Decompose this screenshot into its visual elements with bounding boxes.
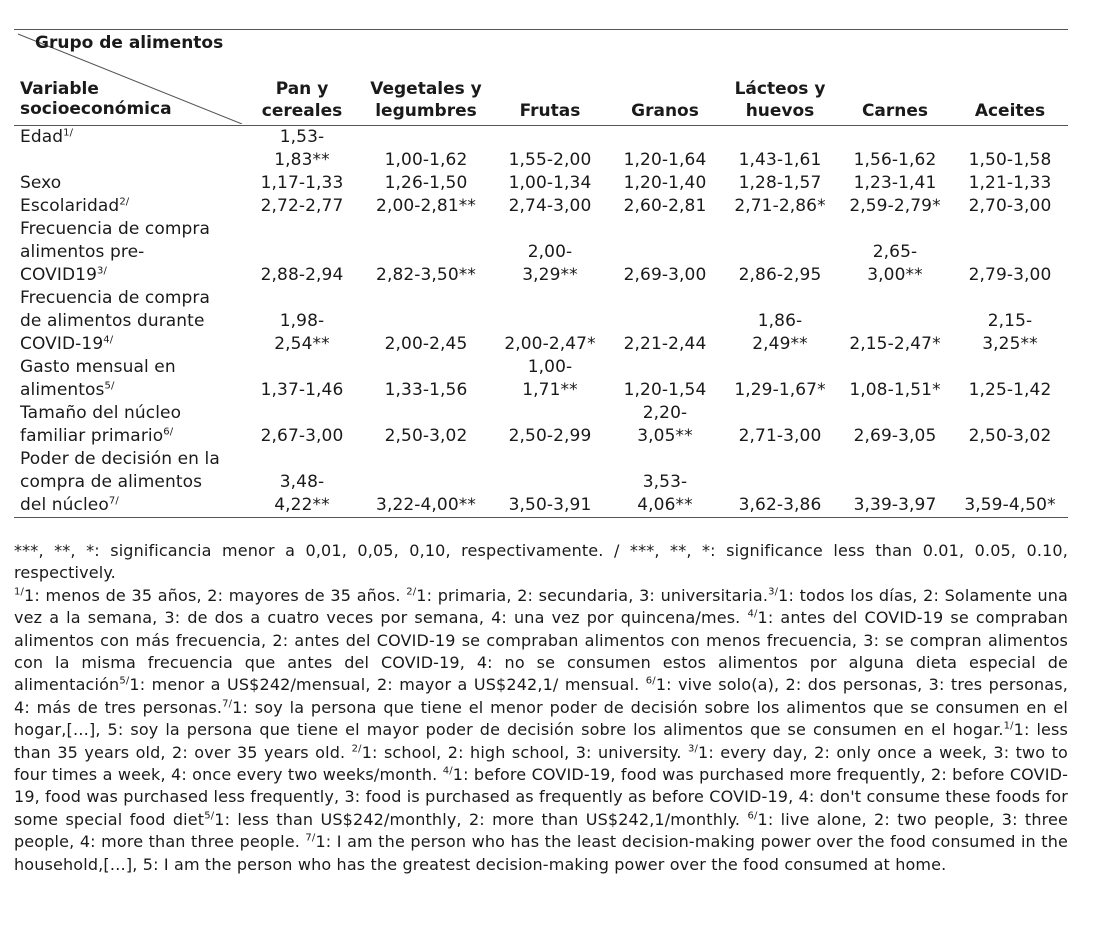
column-header [360,78,492,122]
column-header-line: Vegetales y [370,79,482,99]
table-cell [360,402,492,448]
footnote-text: 1: every day, 2: only once a week, 3: two to four times a week, 4: once every two weeks/month. [14,742,1068,785]
row-label [14,195,244,218]
table-cell [360,218,492,287]
cell-line: 1,17-1,33 [260,173,344,193]
cell-line: 1,08-1,51* [849,380,941,400]
footnote-marker: 2/ [351,743,362,755]
table-cell [838,195,952,218]
column-header [838,78,952,122]
cell-line: 2,00-2,45 [384,334,468,354]
footnote-text: 1: todos los días, 2: Solamente una vez a la semana, 3: de dos a cuatro veces por semana, 4: una vez por quincena/mes. [14,585,1068,628]
footnote-marker: 2/ [119,196,130,208]
footnote-marker: 3/ [687,743,699,755]
table-cell [722,402,838,448]
row-label-line: Edad$^{1/}$ [20,127,74,147]
cell-line: 2,71-2,86* [734,196,826,216]
column-header-line: Aceites [974,101,1046,121]
table-row [14,126,1068,172]
table-row [14,287,1068,356]
table-cell [608,172,722,195]
table-cell [244,402,360,448]
footnote-body [14,585,1068,876]
cell-line: 2,70-3,00 [968,196,1052,216]
table-cell [360,356,492,402]
cell-line: 1,55-2,00 [508,150,592,170]
table-cell [838,448,952,517]
cell-line: 1,26-1,50 [384,173,468,193]
table-cell [492,287,608,356]
cell-line: 1,28-1,57 [738,173,822,193]
footnote-text: 1: menos de 35 años, 2: mayores de 35 años. [24,585,407,605]
row-label [14,287,244,356]
cell-line: 2,50-2,99 [508,426,592,446]
footnote-text: 1: primaria, 2: secundaria, 3: universitaria. [416,585,769,605]
table-cell [952,126,1068,172]
table-cell [244,172,360,195]
table-cell [952,402,1068,448]
cell-line: 2,60-2,81 [623,196,707,216]
table-header [14,30,1068,124]
row-label-line: COVID-$19^{4/}$ [20,334,114,354]
table-row [14,402,1068,448]
bottom-rule [14,517,1068,518]
footnote-marker: 4/ [103,334,114,346]
table-cell [360,195,492,218]
table-cell [952,356,1068,402]
row-label-line: Sexo [20,173,62,193]
cell-line: 3,29** [522,265,578,285]
table-row [14,195,1068,218]
row-label [14,172,244,195]
column-header-line [492,78,608,100]
variable-header-line: Variable [20,79,99,99]
row-label-line: Frecuencia de compra [20,219,211,239]
table-cell [608,402,722,448]
table-cell [838,287,952,356]
cell-line: 1,00- [527,357,573,377]
cell-line: 1,20-1,54 [623,380,707,400]
cell-line: 1,86- [757,311,803,331]
significance-note: ***, **, *: significancia menor a 0,01, 0,05, 0,10, respectivamente. / ***, **, *: significance less than 0.01, 0.05, 0.10, respectively. [14,541,1068,583]
footnote-text: 1: less than 35 years old, 2: over 35 years old. [14,720,1069,762]
table-cell [952,448,1068,517]
table-cell [838,356,952,402]
grupo-header: Grupo de alimentos [35,33,224,53]
row-label-line: alimentos pre- [20,242,145,262]
footnote-text: 1: live alone, 2: two people, 3: three people, 4: more than three people. [14,809,1069,852]
table-row [14,218,1068,287]
row-label [14,126,244,172]
cell-line: 3,22-4,00** [376,495,476,515]
cell-line: 3,00** [867,265,923,285]
row-label [14,402,244,448]
footnote-text: 1: I am the person who has the least decision-making power over the food consumed in the household,[…], 5: I am the person who has the greatest decision-making power over the food consumed at home. [14,832,1069,874]
cell-line: 2,69-3,05 [853,426,937,446]
table-cell [492,356,608,402]
column-header-line: Lácteos y [734,79,826,99]
data-table [14,126,1068,517]
table-cell [244,287,360,356]
row-label-line: $COVID19^{3/}$ [20,265,107,285]
cell-line: 1,71** [522,380,578,400]
row-label-line: Poder de decisión en la [20,449,220,469]
column-header [722,78,838,122]
cell-line: 1,25-1,42 [968,380,1052,400]
table-cell [244,448,360,517]
table-cell [722,218,838,287]
footnotes [14,540,1068,876]
cell-line: 2,54** [274,334,330,354]
table-cell [608,195,722,218]
cell-line: 1,23-1,41 [853,173,937,193]
footnote-marker: 7/ [305,832,316,844]
column-header-line: huevos [745,101,815,121]
cell-line: 3,25** [982,334,1038,354]
table-cell [952,287,1068,356]
table-cell [952,218,1068,287]
cell-line: 1,00-1,34 [508,173,592,193]
cell-line: 2,67-3,00 [260,426,344,446]
table-cell [608,356,722,402]
cell-line: 2,72-2,77 [260,196,344,216]
cell-line: 3,53- [642,472,688,492]
footnote-marker: 4/ [747,608,758,620]
footnote-marker: 5/ [119,676,130,688]
column-header-line [608,78,722,100]
footnote-marker: 1/ [14,586,25,598]
row-label-line: Frecuencia de compra [20,288,211,308]
table-cell [492,218,608,287]
cell-line: 2,71-3,00 [738,426,822,446]
footnote-marker: 5/ [104,380,115,392]
table-cell [492,126,608,172]
cell-line: 2,00-2,81** [376,196,476,216]
cell-line: 2,82-3,50** [376,265,476,285]
table-cell [722,287,838,356]
cell-line: 4,06** [637,495,693,515]
cell-line: 1,56-1,62 [853,150,937,170]
footnote-marker: 3/ [768,586,779,598]
table-cell [952,195,1068,218]
cell-line: 3,39-3,97 [853,495,937,515]
table-cell [608,448,722,517]
footnote-text: 1: antes del COVID-19 se compraban alimentos con más frecuencia, 2: antes del COVID-19 se compraban alimentos con menos frecuencia, 3: se compran alimentos con la misma frecuencia que antes del COVID-19, 4: no se consumen estos alimentos por alguna dieta especial de alimentación [14,608,1068,695]
table-cell [244,126,360,172]
table-cell [952,172,1068,195]
cell-line: 3,59-4,50* [964,495,1056,515]
footnote-marker: 7/ [108,495,119,507]
table-cell [360,172,492,195]
table-cell [492,172,608,195]
cell-line: 2,15- [987,311,1033,331]
table-cell [838,126,952,172]
table-cell [722,356,838,402]
table-cell [608,126,722,172]
cell-line: 2,15-2,47* [849,334,941,354]
row-label [14,448,244,517]
footnote-marker: 6/ [645,676,656,688]
row-label-line: alimentos$^{5/}$ [20,380,115,400]
column-header-line: Pan y [275,79,329,99]
footnote-marker: 1/ [1003,720,1014,732]
table-cell [608,218,722,287]
table-cell [244,356,360,402]
table-cell [492,195,608,218]
row-label-line: del núcleo$^{7/}$ [20,495,119,515]
cell-line: 1,50-1,58 [968,150,1052,170]
footnote-marker: 5/ [204,810,215,822]
footnote-marker: 6/ [747,810,758,822]
table-cell [608,287,722,356]
cell-line: 1,20-1,40 [623,173,707,193]
cell-line: 2,50-3,02 [384,426,468,446]
footnote-marker: 3/ [97,265,107,277]
table-cell [838,172,952,195]
footnote-marker: 1/ [63,127,74,139]
cell-line: 2,00- [527,242,573,262]
cell-line: 1,83** [274,150,330,170]
footnote-marker: 6/ [163,426,174,438]
footnote-text: 1: vive solo(a), 2: dos personas, 3: tres personas, 4: más de tres personas. [14,675,1068,717]
column-header [952,78,1068,122]
row-label-line: Tamaño del núcleo [20,403,182,423]
column-header-line: cereales [261,101,343,121]
cell-line: 1,20-1,64 [623,150,707,170]
row-label-line: compra de alimentos [20,472,203,492]
footnote-marker: 7/ [222,698,233,710]
table-row [14,172,1068,195]
footnote-text: 1: soy la persona que tiene el menor poder de decisión sobre los alimentos que se consumen en el hogar,[…], 5: soy la persona que tiene el mayor poder de decisión sobre los alimentos que se consumen en el hogar. [14,697,1068,740]
row-label [14,356,244,402]
cell-line: 1,53- [279,127,325,147]
column-header [608,78,722,122]
row-label [14,218,244,287]
cell-line: 1,33-1,56 [384,380,468,400]
table-cell [360,448,492,517]
cell-line: 2,79-3,00 [968,265,1052,285]
column-header-line [838,78,952,100]
cell-line: 3,05** [637,426,693,446]
footnote-marker: 4/ [442,765,453,777]
footnote-text: 1: menor a US$242/mensual, 2: mayor a US$242,1/ mensual. [129,675,646,695]
footnote-marker: 2/ [406,586,417,598]
footnote-text: 1: school, 2: high school, 3: university. [361,742,688,762]
cell-line: 1,43-1,61 [738,150,822,170]
column-header [492,78,608,122]
table-cell [722,172,838,195]
cell-line: 4,22** [274,495,330,515]
footnote-text: 1: less than US$242/monthly, 2: more than US$242,1/monthly. [214,809,748,829]
footnote-text: 1: before COVID-19, food was purchased more frequently, 2: before COVID-19, food was purchased less frequently, 3: food is purchased as frequently as before COVID-19, 4: don't consume these foods for some special food diet [14,765,1068,829]
column-header-line: Granos [631,101,699,121]
table-cell [838,218,952,287]
row-label-line: Escolaridad$^{2/}$ [20,196,130,216]
column-header [244,78,360,122]
cell-line: 3,50-3,91 [508,495,592,515]
cell-line: 2,69-3,00 [623,265,707,285]
table-block [14,29,1068,518]
cell-line: 2,21-2,44 [623,334,707,354]
cell-line: 1,21-1,33 [968,173,1052,193]
cell-line: 3,62-3,86 [738,495,822,515]
row-label-line: familiar primario$^{6/}$ [20,426,174,446]
cell-line: 2,59-2,79* [849,196,941,216]
cell-line: 2,88-2,94 [260,265,344,285]
cell-line: 2,74-3,00 [508,196,592,216]
cell-line: 2,86-2,95 [738,265,822,285]
variable-header-line: socioeconómica [20,99,172,119]
table-cell [722,448,838,517]
cell-line: 2,49** [752,334,808,354]
cell-line: 2,00-2,47* [504,334,596,354]
cell-line: 2,50-3,02 [968,426,1052,446]
cell-line: 1,29-1,67* [734,380,826,400]
table-cell [722,126,838,172]
table-cell [838,402,952,448]
table-cell [244,195,360,218]
cell-line: 1,98- [279,311,325,331]
row-label-line: de alimentos durante [20,311,205,331]
cell-line: 2,65- [872,242,918,262]
table-cell [360,126,492,172]
cell-line: 1,37-1,46 [260,380,344,400]
table-cell [492,402,608,448]
column-header-line: Carnes [861,101,929,121]
table-cell [722,195,838,218]
table-cell [244,218,360,287]
column-header-line: Frutas [519,101,581,121]
table-cell [492,448,608,517]
table-row [14,356,1068,402]
table-row [14,448,1068,517]
variable-header [20,79,172,119]
column-header-line [952,78,1068,100]
column-header-line: legumbres [375,101,477,121]
row-label-line: Gasto mensual en [20,357,176,377]
cell-line: 2,20- [642,403,688,423]
cell-line: 3,48- [279,472,325,492]
table-cell [360,287,492,356]
cell-line: 1,00-1,62 [384,150,468,170]
